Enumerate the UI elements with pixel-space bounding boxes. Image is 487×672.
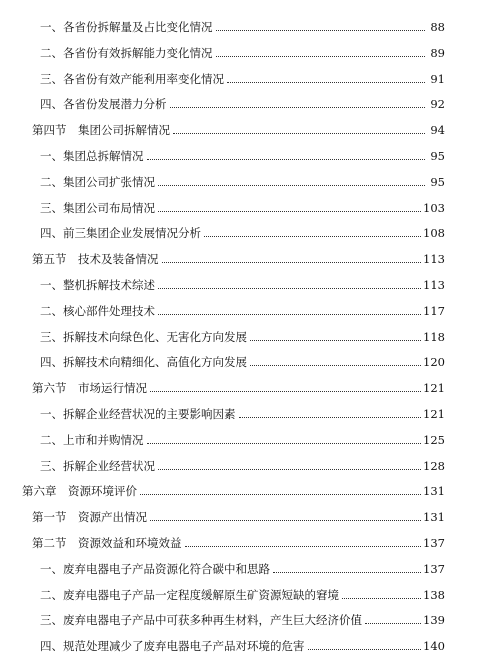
toc-leader-dots: [158, 288, 421, 289]
toc-entry-label: 一、整机拆解技术综述: [40, 278, 155, 292]
toc-leader-dots: [158, 314, 421, 315]
toc-entry-label: 二、废弃电器电子产品一定程度缓解原生矿资源短缺的窘境: [40, 587, 339, 602]
toc-leader-dots: [216, 56, 426, 57]
toc-entry-label: 第一节 资源产出情况: [32, 510, 147, 525]
toc-subsection-entry[interactable]: [40, 91, 445, 111]
toc-subsection-entry[interactable]: [40, 349, 445, 369]
toc-subsection-entry[interactable]: [40, 582, 445, 602]
toc-section-entry[interactable]: [32, 246, 445, 266]
toc-section-entry[interactable]: [32, 504, 445, 524]
toc-entry-label: 四、拆解技术向精细化、高值化方向发展: [40, 355, 247, 370]
toc-subsection-entry[interactable]: [40, 324, 445, 344]
toc-page-number: 125: [423, 432, 445, 447]
toc-page-number: 91: [430, 71, 445, 86]
toc-entry-label: 四、规范处理减少了废弃电器电子产品对环境的危害: [40, 639, 305, 654]
toc-leader-dots: [173, 133, 425, 134]
toc-subsection-entry[interactable]: [40, 633, 445, 653]
toc-page-number: 118: [423, 329, 445, 344]
toc-page-number: 121: [423, 381, 445, 396]
toc-page-number: 137: [423, 561, 445, 576]
toc-leader-dots: [150, 391, 421, 392]
toc-leader-dots: [308, 649, 422, 650]
toc-subsection-entry[interactable]: [40, 14, 445, 34]
toc-subsection-entry[interactable]: [40, 556, 445, 576]
toc-entry-label: 一、废弃电器电子产品资源化符合碳中和思路: [40, 561, 270, 576]
toc-section-entry[interactable]: [32, 117, 445, 137]
toc-page-number: 88: [430, 20, 445, 34]
toc-entry-label: 第六章 资源环境评价: [22, 484, 137, 499]
toc-page-number: 117: [423, 303, 445, 318]
toc-entry-label: 第二节 资源效益和环境效益: [32, 536, 182, 550]
toc-leader-dots: [158, 185, 425, 186]
toc-subsection-entry[interactable]: [40, 427, 445, 447]
toc-subsection-entry[interactable]: [40, 195, 445, 215]
toc-leader-dots: [170, 107, 426, 108]
toc-entry-label: 三、各省份有效产能利用率变化情况: [40, 71, 224, 86]
toc-section-entry[interactable]: [32, 375, 445, 395]
toc-leader-dots: [250, 340, 421, 341]
toc-page-number: 89: [430, 45, 445, 60]
toc-entry-label: 四、前三集团企业发展情况分析: [40, 226, 201, 241]
toc-page-number: 113: [423, 278, 445, 292]
toc-leader-dots: [162, 262, 422, 263]
toc-leader-dots: [250, 365, 421, 366]
toc-page-number: 137: [423, 536, 445, 550]
toc-entry-label: 三、废弃电器电子产品中可获多种再生材料，产生巨大经济价值: [40, 613, 362, 628]
toc-entry-label: 一、拆解企业经营状况的主要影响因素: [40, 407, 236, 421]
toc-entry-label: 一、集团总拆解情况: [40, 149, 144, 163]
toc-page-number: 92: [430, 97, 445, 112]
toc-entry-label: 三、拆解企业经营状况: [40, 458, 155, 473]
toc-page-number: 128: [423, 458, 445, 473]
toc-entry-label: 第六节 市场运行情况: [32, 381, 147, 396]
toc-subsection-entry[interactable]: [40, 143, 445, 163]
toc-entry-label: 四、各省份发展潜力分析: [40, 97, 167, 112]
toc-subsection-entry[interactable]: [40, 272, 445, 292]
toc-leader-dots: [140, 494, 421, 495]
toc-leader-dots: [239, 417, 422, 418]
toc-leader-dots: [185, 546, 422, 547]
toc-entry-label: 二、集团公司扩张情况: [40, 174, 155, 189]
toc-page-number: 139: [423, 613, 445, 628]
toc-page-number: 140: [423, 639, 445, 654]
toc-entry-label: 三、集团公司布局情况: [40, 200, 155, 215]
toc-page-number: 95: [430, 149, 445, 163]
toc-entry-label: 二、上市和并购情况: [40, 432, 144, 447]
toc-page-number: 120: [423, 355, 445, 370]
toc-leader-dots: [158, 211, 421, 212]
toc-leader-dots: [227, 82, 425, 83]
toc-page-number: 131: [423, 510, 445, 525]
toc-chapter-entry[interactable]: [22, 478, 445, 498]
toc-page-number: 131: [423, 484, 445, 499]
toc-subsection-entry[interactable]: [40, 401, 445, 421]
toc-entry-label: 二、核心部件处理技术: [40, 303, 155, 318]
toc-page-number: 103: [423, 200, 445, 215]
toc-subsection-entry[interactable]: [40, 453, 445, 473]
toc-subsection-entry[interactable]: [40, 40, 445, 60]
toc-section-entry[interactable]: [32, 530, 445, 550]
toc-entry-label: 一、各省份拆解量及占比变化情况: [40, 20, 213, 34]
toc-leader-dots: [158, 469, 421, 470]
toc-subsection-entry[interactable]: [40, 298, 445, 318]
toc-leader-dots: [216, 30, 426, 31]
toc-page-number: 95: [430, 174, 445, 189]
toc-subsection-entry[interactable]: [40, 66, 445, 86]
toc-leader-dots: [204, 236, 421, 237]
toc-entry-label: 第五节 技术及装备情况: [32, 252, 159, 267]
toc-leader-dots: [147, 159, 426, 160]
toc-subsection-entry[interactable]: [40, 607, 445, 627]
toc-leader-dots: [147, 443, 422, 444]
toc-page-number: 138: [423, 587, 445, 602]
toc-subsection-entry[interactable]: [40, 169, 445, 189]
toc-leader-dots: [150, 520, 421, 521]
toc-entry-label: 第四节 集团公司拆解情况: [32, 123, 170, 138]
toc-page-number: 113: [423, 252, 445, 267]
toc-entry-label: 三、拆解技术向绿色化、无害化方向发展: [40, 329, 247, 344]
toc-leader-dots: [273, 572, 421, 573]
toc-entry-label: 二、各省份有效拆解能力变化情况: [40, 45, 213, 60]
toc-page-number: 108: [423, 226, 445, 241]
toc-leader-dots: [342, 598, 421, 599]
toc-page-number: 94: [430, 123, 445, 138]
toc-subsection-entry[interactable]: [40, 220, 445, 240]
toc-page-number: 121: [423, 407, 445, 421]
toc-leader-dots: [365, 623, 421, 624]
